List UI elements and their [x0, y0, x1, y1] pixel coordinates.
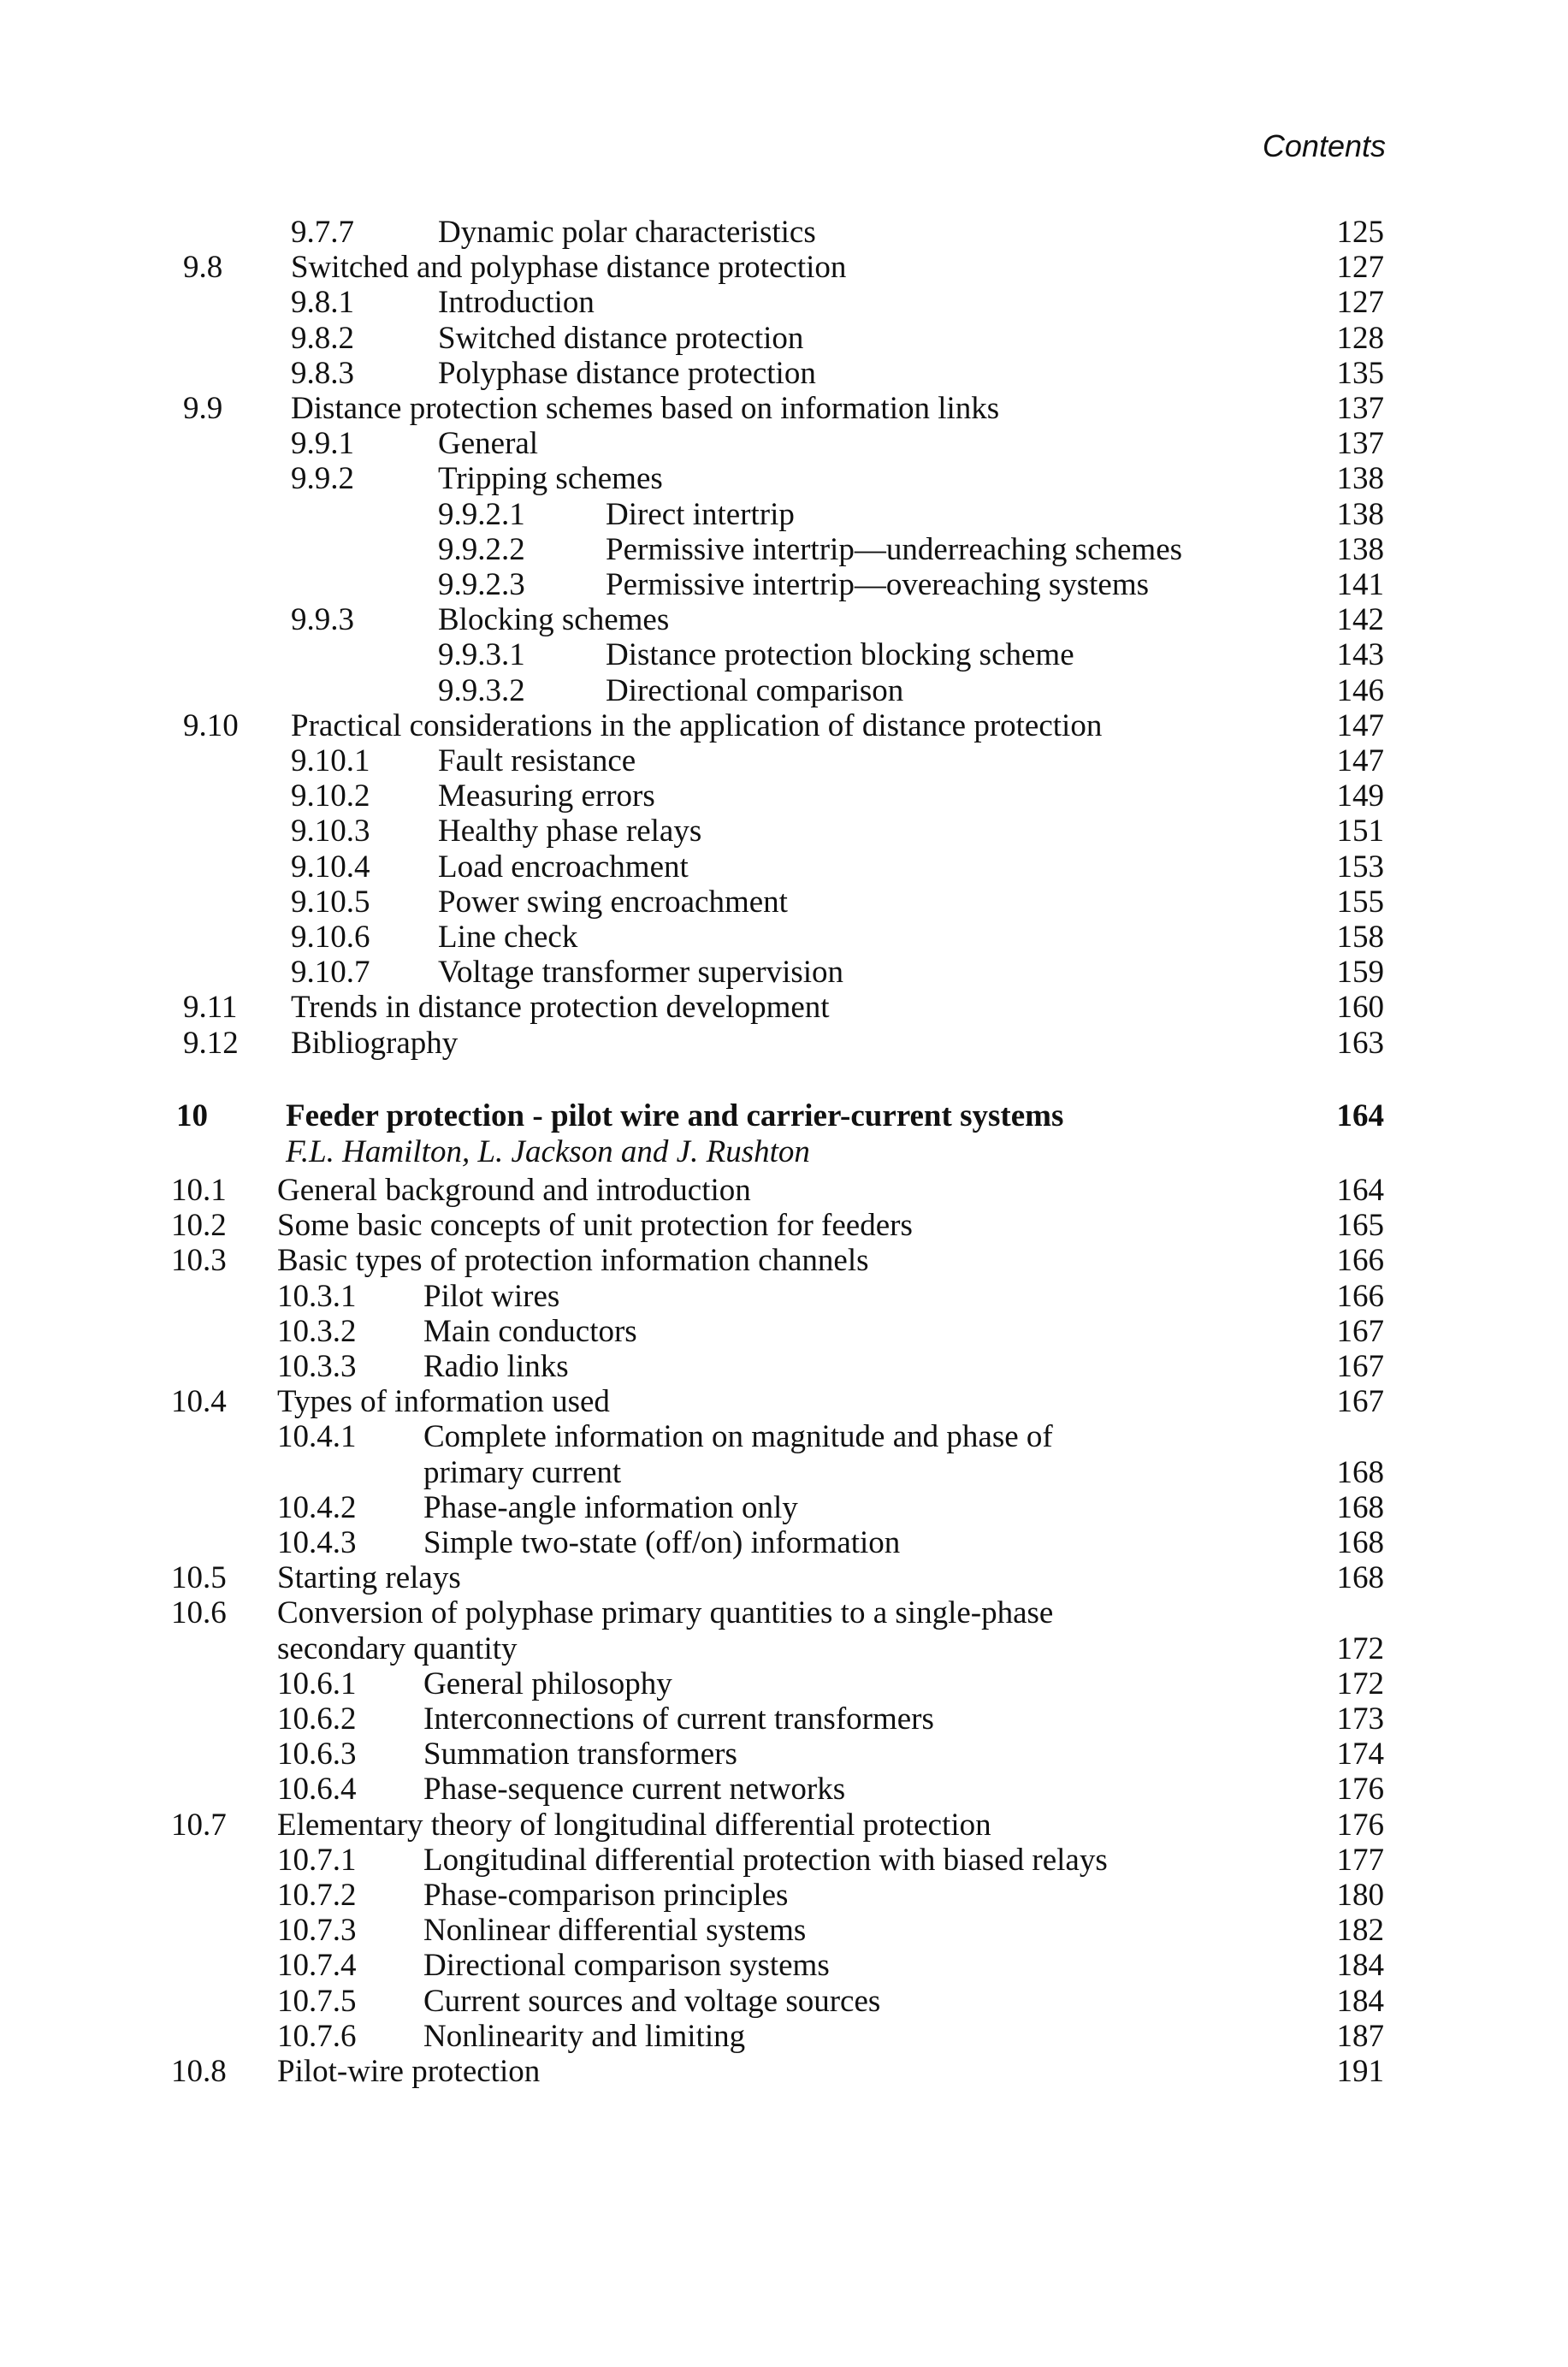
- subsection-number: 9.10.2: [291, 778, 370, 814]
- entry-title: Complete information on magnitude and phase of: [423, 1419, 1053, 1455]
- page-number: 176: [1336, 1807, 1384, 1843]
- entry-title: General: [438, 426, 539, 462]
- page-number: 174: [1336, 1737, 1384, 1772]
- subsection-number: 9.9.3: [291, 602, 354, 638]
- entry-title: Trends in distance protection development: [291, 990, 830, 1026]
- entry-title: Bibliography: [291, 1025, 459, 1061]
- subsection-number: 9.10.7: [291, 955, 370, 991]
- subsection-number: 10.3.2: [277, 1313, 357, 1349]
- entry-title: Load encroachment: [438, 849, 689, 885]
- page-number: 167: [1336, 1349, 1384, 1384]
- entry-title: Longitudinal differential protection with biased relays: [423, 1842, 1108, 1878]
- entry-title: Switched distance protection: [438, 320, 804, 356]
- entry-title: Conversion of polyphase primary quantities to a single-phase: [277, 1595, 1054, 1631]
- subsection-number: 10.6.1: [277, 1666, 357, 1701]
- entry-title: Tripping schemes: [438, 461, 663, 497]
- page-number: 143: [1336, 637, 1384, 673]
- page-number: 164: [1336, 1173, 1384, 1208]
- toc-entry[interactable]: [0, 849, 1568, 886]
- toc-entry[interactable]: [0, 1418, 1568, 1456]
- subsection-number: 10.3.3: [277, 1349, 357, 1384]
- entry-title: Measuring errors: [438, 778, 655, 814]
- page-number: 184: [1336, 1948, 1384, 1984]
- page-number: 125: [1336, 215, 1384, 250]
- entry-title: Voltage transformer supervision: [438, 955, 844, 991]
- toc-entry[interactable]: [0, 1454, 1568, 1492]
- subsection-number: 9.8.2: [291, 320, 354, 356]
- page-number: 167: [1336, 1384, 1384, 1420]
- toc-entry[interactable]: [0, 1983, 1568, 2021]
- section-number: 9.9: [183, 391, 223, 426]
- page-number: 187: [1336, 2018, 1384, 2054]
- page-number: 137: [1336, 426, 1384, 462]
- section-number: 10.6: [171, 1595, 227, 1631]
- page-number: 160: [1336, 990, 1384, 1026]
- toc-entry[interactable]: [0, 390, 1568, 428]
- toc-entry[interactable]: [0, 1313, 1568, 1351]
- toc-entry[interactable]: [0, 1559, 1568, 1597]
- entry-title: Introduction: [438, 285, 595, 321]
- subsection-number: 9.10.1: [291, 743, 370, 778]
- toc-entry[interactable]: [0, 1489, 1568, 1527]
- subsection-number: 10.7.3: [277, 1913, 357, 1949]
- subsubsection-number: 9.9.2.2: [438, 531, 525, 567]
- entry-title: Line check: [438, 920, 578, 955]
- subsection-number: 10.6.4: [277, 1772, 357, 1808]
- page-number: 153: [1336, 849, 1384, 885]
- subsubsection-number: 9.9.3.1: [438, 637, 525, 673]
- entry-title: Elementary theory of longitudinal differential protection: [277, 1807, 991, 1843]
- entry-title: Healthy phase relays: [438, 814, 702, 849]
- subsection-number: 10.7.6: [277, 2018, 357, 2054]
- page-number: 182: [1336, 1913, 1384, 1949]
- entry-title: Interconnections of current transformers: [423, 1701, 934, 1737]
- chapter-number: 10: [176, 1098, 208, 1133]
- toc-entry[interactable]: [0, 1242, 1568, 1280]
- section-number: 9.8: [183, 250, 223, 286]
- page-number: 138: [1336, 496, 1384, 532]
- toc-entry[interactable]: [0, 1701, 1568, 1738]
- entry-title: General background and introduction: [277, 1173, 751, 1208]
- subsection-number: 9.9.1: [291, 426, 354, 462]
- subsubsection-number: 9.9.3.2: [438, 672, 525, 708]
- page-number: 155: [1336, 884, 1384, 920]
- toc-entry[interactable]: [0, 919, 1568, 956]
- page-number: 141: [1336, 567, 1384, 602]
- page-number: 142: [1336, 602, 1384, 638]
- toc-entry[interactable]: [0, 249, 1568, 287]
- entry-title: Distance protection schemes based on information links: [291, 391, 1000, 426]
- toc-entry[interactable]: [0, 1207, 1568, 1245]
- toc-entry[interactable]: [0, 1877, 1568, 1914]
- toc-entry[interactable]: [0, 1172, 1568, 1210]
- page-number: 172: [1336, 1630, 1384, 1666]
- entry-title: Directional comparison: [606, 672, 904, 708]
- subsection-number: 10.4.2: [277, 1489, 357, 1525]
- subsection-number: 10.7.1: [277, 1842, 357, 1878]
- section-number: 10.5: [171, 1560, 227, 1596]
- toc-entry[interactable]: [0, 1025, 1568, 1062]
- toc-entry[interactable]: [0, 496, 1568, 534]
- page-number: 165: [1336, 1208, 1384, 1244]
- page-number: 135: [1336, 355, 1384, 391]
- toc-entry[interactable]: [0, 1278, 1568, 1316]
- entry-title: Blocking schemes: [438, 602, 670, 638]
- page-number: 151: [1336, 814, 1384, 849]
- toc-entry[interactable]: [0, 531, 1568, 569]
- page-number: 184: [1336, 1983, 1384, 2019]
- entry-title: Some basic concepts of unit protection for feeders: [277, 1208, 913, 1244]
- toc-entry[interactable]: [0, 566, 1568, 604]
- page-number: 166: [1336, 1278, 1384, 1314]
- subsubsection-number: 9.9.2.1: [438, 496, 525, 532]
- page-number: 173: [1336, 1701, 1384, 1737]
- subsection-number: 10.6.2: [277, 1701, 357, 1737]
- page-number: 191: [1336, 2054, 1384, 2089]
- toc-entry[interactable]: [0, 1666, 1568, 1703]
- entry-title: Starting relays: [277, 1560, 461, 1596]
- subsection-number: 10.6.3: [277, 1737, 357, 1772]
- toc-entry[interactable]: [0, 1736, 1568, 1773]
- entry-title: Power swing encroachment: [438, 884, 788, 920]
- chapter-authors: [0, 1133, 1568, 1171]
- subsection-number: 9.10.4: [291, 849, 370, 885]
- page-header-title: Contents: [1262, 128, 1386, 163]
- subsection-number: 9.10.5: [291, 884, 370, 920]
- toc-entry[interactable]: [0, 707, 1568, 745]
- toc-entry[interactable]: [0, 2018, 1568, 2056]
- entry-title: Phase-comparison principles: [423, 1878, 789, 1913]
- subsection-number: 10.4.3: [277, 1525, 357, 1560]
- chapter-heading[interactable]: [0, 1098, 1568, 1135]
- entry-title: Pilot wires: [423, 1278, 560, 1314]
- toc-entry[interactable]: [0, 1383, 1568, 1421]
- page-number: 164: [1336, 1098, 1384, 1133]
- page-number: 168: [1336, 1560, 1384, 1596]
- subsection-number: 10.7.2: [277, 1878, 357, 1913]
- entry-title: Summation transformers: [423, 1737, 737, 1772]
- section-number: 10.2: [171, 1208, 227, 1244]
- page-number: 127: [1336, 285, 1384, 321]
- entry-title: Main conductors: [423, 1313, 637, 1349]
- section-number: 10.3: [171, 1243, 227, 1279]
- page-number: 158: [1336, 920, 1384, 955]
- subsection-number: 10.3.1: [277, 1278, 357, 1314]
- entry-title: Types of information used: [277, 1384, 610, 1420]
- section-number: 9.12: [183, 1025, 239, 1061]
- toc-entry[interactable]: [0, 672, 1568, 710]
- toc-entry[interactable]: [0, 813, 1568, 850]
- toc-entry[interactable]: [0, 2053, 1568, 2091]
- entry-title: Phase-angle information only: [423, 1489, 798, 1525]
- entry-title: Radio links: [423, 1349, 569, 1384]
- subsection-number: 10.7.5: [277, 1983, 357, 2019]
- page-number: 168: [1336, 1525, 1384, 1560]
- section-number: 9.10: [183, 707, 239, 743]
- subsection-number: 9.10.6: [291, 920, 370, 955]
- toc-entry[interactable]: [0, 1524, 1568, 1562]
- entry-title: Permissive intertrip—underreaching schemes: [606, 531, 1183, 567]
- toc-entry[interactable]: [0, 884, 1568, 921]
- toc-entry[interactable]: [0, 425, 1568, 463]
- section-number: 10.7: [171, 1807, 227, 1843]
- subsection-number: 9.7.7: [291, 215, 354, 250]
- entry-title: Nonlinear differential systems: [423, 1913, 807, 1949]
- page-number: 147: [1336, 743, 1384, 778]
- toc-entry[interactable]: [0, 320, 1568, 358]
- entry-title: Direct intertrip: [606, 496, 795, 532]
- section-number: 9.11: [183, 990, 238, 1026]
- chapter-authors-text: F.L. Hamilton, L. Jackson and J. Rushton: [286, 1134, 810, 1169]
- page-number: 149: [1336, 778, 1384, 814]
- toc-entry[interactable]: [0, 1807, 1568, 1844]
- toc-entry[interactable]: [0, 460, 1568, 498]
- entry-title: Simple two-state (off/on) information: [423, 1525, 901, 1560]
- chapter-title: Feeder protection - pilot wire and carrier-current systems: [286, 1098, 1064, 1133]
- section-number: 10.8: [171, 2054, 227, 2089]
- toc-entry[interactable]: [0, 954, 1568, 991]
- entry-title: Switched and polyphase distance protection: [291, 250, 847, 286]
- page-number: 146: [1336, 672, 1384, 708]
- page-number: 166: [1336, 1243, 1384, 1279]
- toc-entry[interactable]: [0, 601, 1568, 639]
- entry-title: Dynamic polar characteristics: [438, 215, 816, 250]
- page-number: 137: [1336, 391, 1384, 426]
- entry-title: Polyphase distance protection: [438, 355, 816, 391]
- entry-title: primary current: [423, 1454, 622, 1490]
- entry-title: Distance protection blocking scheme: [606, 637, 1074, 673]
- toc-entry[interactable]: [0, 636, 1568, 674]
- toc-entry[interactable]: [0, 1348, 1568, 1386]
- toc-entry[interactable]: [0, 1912, 1568, 1950]
- toc-entry[interactable]: [0, 1947, 1568, 1985]
- subsection-number: 9.10.3: [291, 814, 370, 849]
- page-number: 138: [1336, 531, 1384, 567]
- page-number: 168: [1336, 1454, 1384, 1490]
- section-number: 10.4: [171, 1384, 227, 1420]
- toc-entry[interactable]: [0, 743, 1568, 780]
- page-number: 177: [1336, 1842, 1384, 1878]
- entry-title: General philosophy: [423, 1666, 672, 1701]
- toc-entry[interactable]: [0, 1771, 1568, 1808]
- page-number: 176: [1336, 1772, 1384, 1808]
- entry-title: Phase-sequence current networks: [423, 1772, 846, 1808]
- entry-title: secondary quantity: [277, 1630, 518, 1666]
- subsection-number: 10.7.4: [277, 1948, 357, 1984]
- toc-entry[interactable]: [0, 1595, 1568, 1632]
- page-number: 127: [1336, 250, 1384, 286]
- entry-title: Current sources and voltage sources: [423, 1983, 881, 2019]
- page-number: 167: [1336, 1313, 1384, 1349]
- entry-title: Permissive intertrip—overeaching systems: [606, 567, 1150, 602]
- toc-entry[interactable]: [0, 1842, 1568, 1879]
- toc-entry[interactable]: [0, 778, 1568, 815]
- page-number: 138: [1336, 461, 1384, 497]
- entry-title: Basic types of protection information channels: [277, 1243, 869, 1279]
- entry-title: Directional comparison systems: [423, 1948, 830, 1984]
- page-number: 147: [1336, 707, 1384, 743]
- toc-entry[interactable]: [0, 284, 1568, 322]
- toc-entry[interactable]: [0, 214, 1568, 251]
- page-number: 128: [1336, 320, 1384, 356]
- entry-title: Practical considerations in the application of distance protection: [291, 707, 1103, 743]
- page-number: 159: [1336, 955, 1384, 991]
- subsubsection-number: 9.9.2.3: [438, 567, 525, 602]
- subsection-number: 10.4.1: [277, 1419, 357, 1455]
- entry-title: Fault resistance: [438, 743, 636, 778]
- page-number: 163: [1336, 1025, 1384, 1061]
- page-number: 168: [1336, 1489, 1384, 1525]
- section-number: 10.1: [171, 1173, 227, 1208]
- subsection-number: 9.8.3: [291, 355, 354, 391]
- subsection-number: 9.9.2: [291, 461, 354, 497]
- toc-entry[interactable]: [0, 355, 1568, 393]
- subsection-number: 9.8.1: [291, 285, 354, 321]
- entry-title: Nonlinearity and limiting: [423, 2018, 746, 2054]
- entry-title: Pilot-wire protection: [277, 2054, 541, 2089]
- toc-entry[interactable]: [0, 1630, 1568, 1668]
- page-number: 172: [1336, 1666, 1384, 1701]
- toc-entry[interactable]: [0, 989, 1568, 1027]
- page-number: 180: [1336, 1878, 1384, 1913]
